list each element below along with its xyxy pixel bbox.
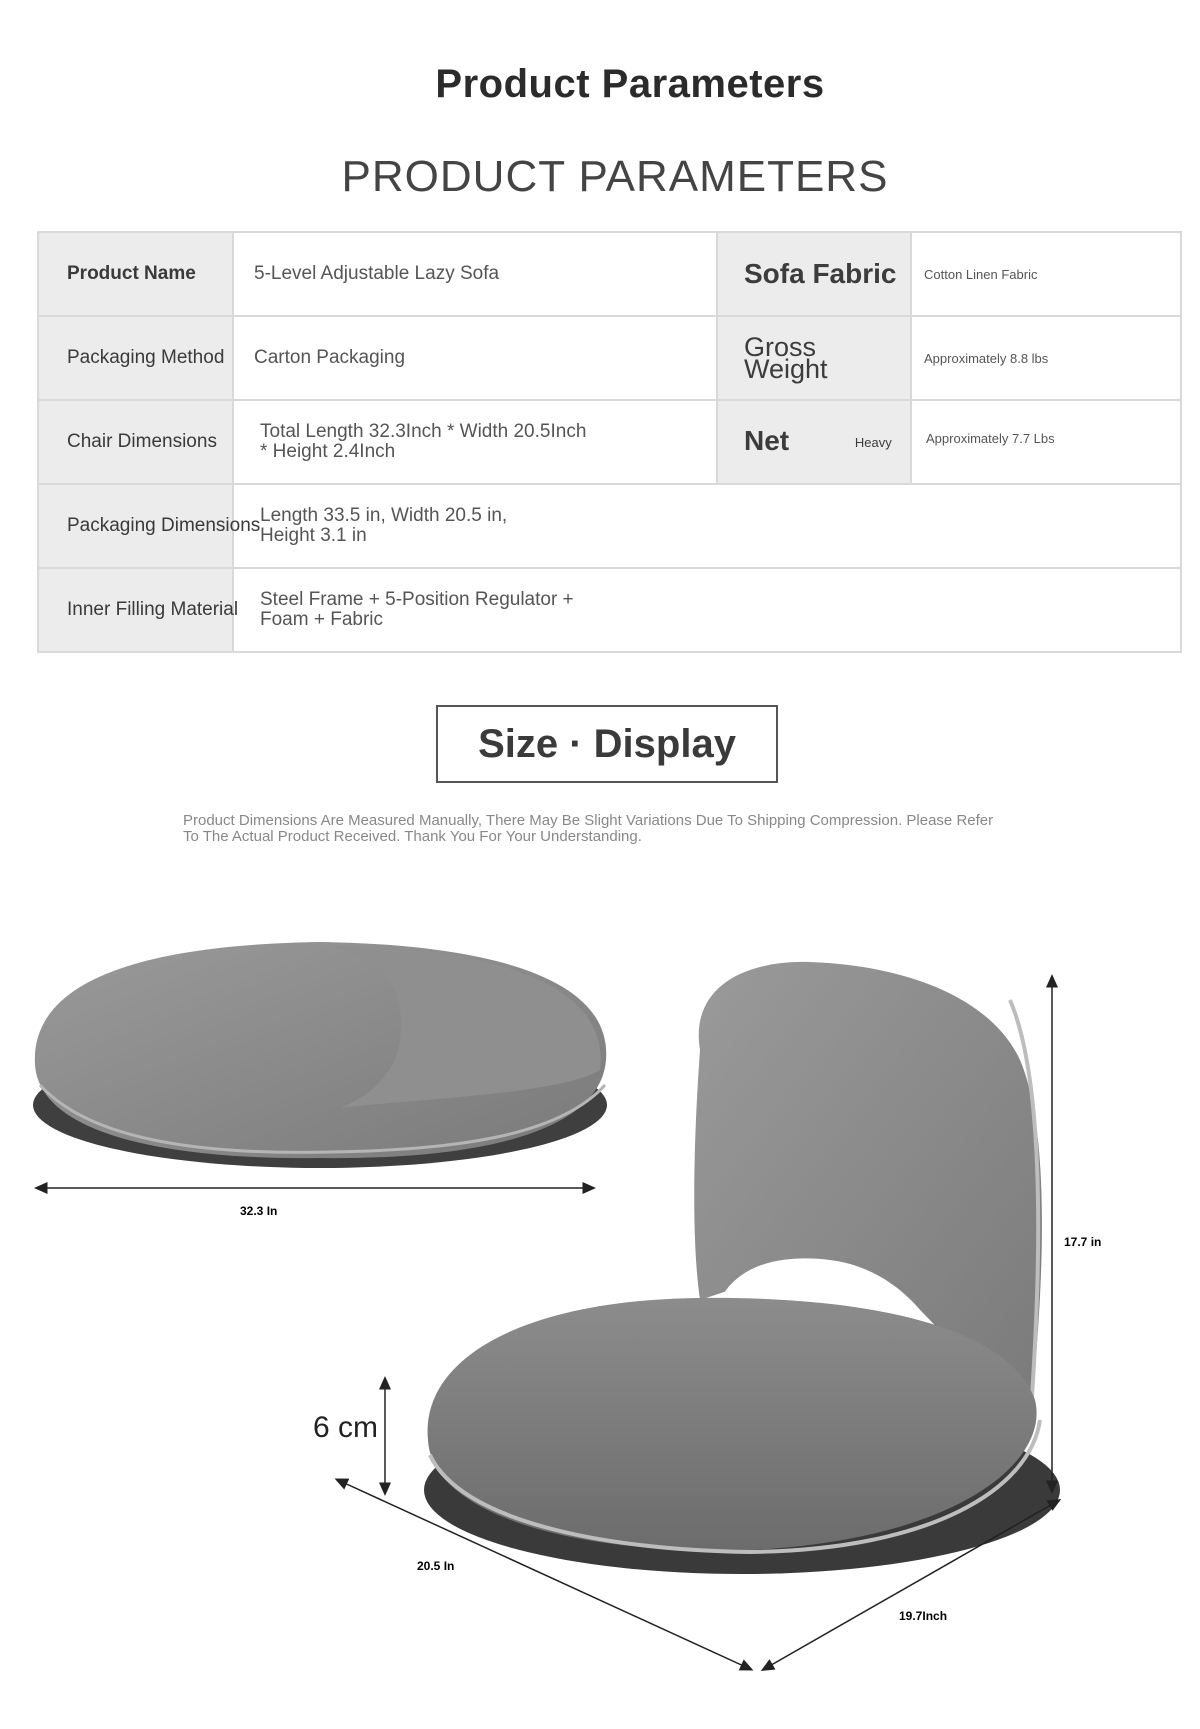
chair-dimensions-line2: * Height 2.4Inch bbox=[260, 441, 396, 462]
thickness-label: 6 cm bbox=[313, 1411, 379, 1444]
gross-weight-label-line1: Gross bbox=[744, 332, 817, 362]
gross-weight-label-line2: Weight bbox=[744, 354, 828, 384]
inner-filling-line2: Foam + Fabric bbox=[260, 609, 384, 630]
packaging-dimensions-line2: Height 3.1 in bbox=[260, 525, 367, 546]
chair-dimensions-line1: Total Length 32.3Inch * Width 20.5Inch bbox=[260, 421, 587, 442]
page-title: Product Parameters bbox=[435, 62, 825, 106]
seat-width-label: 20.5 In bbox=[417, 1559, 455, 1573]
inner-filling-label: Inner Filling Material bbox=[38, 568, 233, 652]
product-name-value: 5-Level Adjustable Lazy Sofa bbox=[233, 232, 717, 316]
packaging-method-value: Carton Packaging bbox=[233, 316, 717, 400]
product-name-label: Product Name bbox=[38, 232, 233, 316]
flat-length-label: 32.3 In bbox=[240, 1204, 278, 1218]
net-label: Net bbox=[744, 425, 790, 457]
measurement-note-line1: Product Dimensions Are Measured Manually, There May Be Slight Variations Due To Shipping Compression. Please Refer bbox=[183, 812, 994, 829]
sofa-fabric-value: Cotton Linen Fabric bbox=[911, 232, 1181, 316]
packaging-dimensions-label: Packaging Dimensions bbox=[38, 484, 233, 568]
back-height-label: 17.7 in bbox=[1064, 1235, 1102, 1249]
packaging-dimensions-line1: Length 33.5 in, Width 20.5 in, bbox=[260, 505, 508, 526]
measurement-note-line2: To The Actual Product Received. Thank You For Your Understanding. bbox=[183, 828, 642, 845]
gross-weight-value: Approximately 8.8 lbs bbox=[911, 316, 1181, 400]
flat-cushion-image bbox=[33, 942, 607, 1168]
net-weight-value: Approximately 7.7 Lbs bbox=[911, 400, 1181, 484]
size-display-heading: Size · Display bbox=[436, 705, 778, 783]
inner-filling-line1: Steel Frame + 5-Position Regulator + bbox=[260, 589, 574, 610]
net-sub-label: Heavy bbox=[854, 434, 892, 450]
seat-depth-label: 19.7Inch bbox=[899, 1609, 948, 1623]
sofa-fabric-label: Sofa Fabric bbox=[717, 232, 911, 316]
chair-dimensions-label: Chair Dimensions bbox=[38, 400, 233, 484]
page-subtitle: PRODUCT PARAMETERS bbox=[341, 152, 889, 201]
packaging-method-label: Packaging Method bbox=[38, 316, 233, 400]
